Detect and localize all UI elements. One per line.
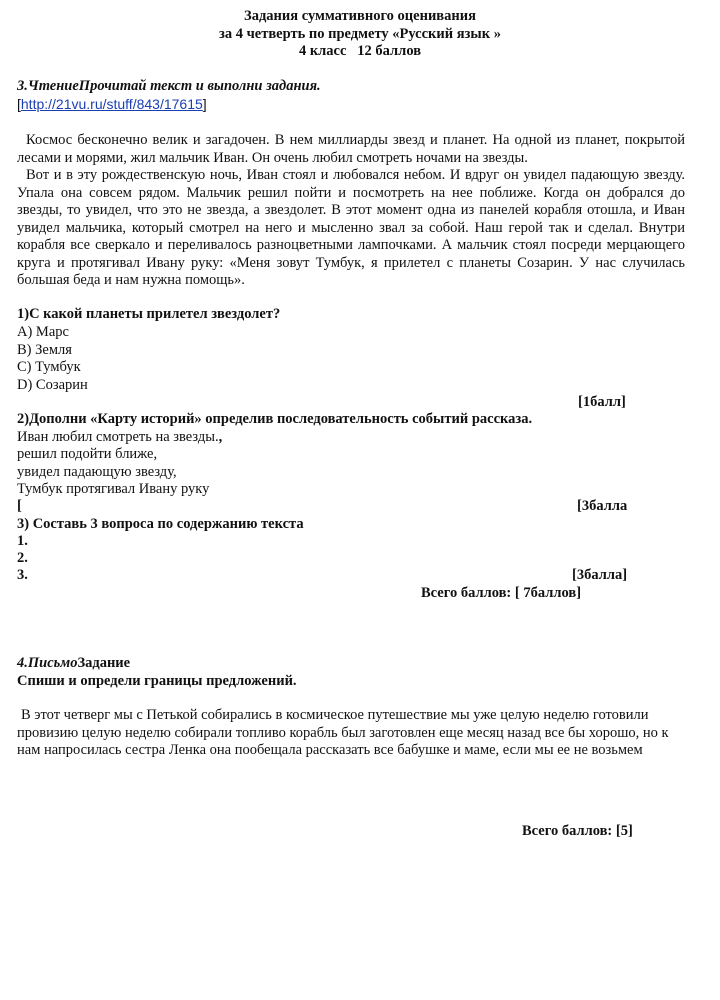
question-3-title: 3) Составь 3 вопроса по содержанию текста [17, 516, 304, 532]
worksheet-header [0, 8, 720, 61]
writing-instruction: Спиши и определи границы предложений. [17, 673, 297, 689]
question-1-option-b: В) Земля [17, 342, 72, 358]
reading-section-heading [17, 78, 321, 96]
reading-instruction: Прочитай текст и выполни задания. [78, 78, 321, 94]
question-2-bracket: [ [17, 498, 22, 514]
writing-section-heading [17, 655, 130, 673]
header-title: Задания суммативного оценивания [244, 8, 476, 24]
writing-paragraph: В этот четверг мы с Петькой собирались в космическое путешествие мы уже целую неделю готовили провизию целую неделю собирали топливо корабль был заготовлен еще месяц назад все бы хорошо, но к нам напросилась сестра Ленка она пообещала рассказать все бабушке и маме, если мы ее не возьмем [17, 707, 669, 758]
header-subject: за 4 четверть по предмету «Русский язык » [219, 25, 501, 42]
question-3-item-3: 3. [17, 567, 28, 583]
writing-section-name: Письмо [27, 655, 78, 671]
source-link-line: [http://21vu.ru/stuff/843/17615] [17, 96, 207, 112]
question-3-score: [3балла] [572, 567, 628, 583]
reading-paragraph-1: Космос бесконечно велик и загадочен. В нем миллиарды звезд и планет. На одной из планет, покрытой лесами и морями, жил мальчик Иван. Он очень любил смотреть ночами на звезды. [17, 132, 685, 166]
header-grade: 4 класс 12 баллов [298, 43, 422, 59]
question-3-item-1: 1. [17, 533, 28, 549]
reading-section-name: Чтение [27, 78, 79, 94]
writing-text [17, 707, 689, 760]
question-2-title: 2)Дополни «Карту историй» определив последовательность событий рассказа. [17, 411, 533, 427]
story-map-line-4: Тумбук протягивал Ивану руку [17, 481, 210, 497]
question-1-option-a: А) Марс [17, 324, 69, 340]
writing-task-label: Задание [77, 655, 131, 671]
reading-section-number: 3. [17, 78, 28, 94]
question-1-score: [1балл] [578, 394, 626, 410]
story-map-line-2: решил подойти ближе, [17, 446, 158, 462]
question-1-option-c: С) Тумбук [17, 359, 81, 375]
reading-text [17, 132, 685, 290]
source-link[interactable]: http://21vu.ru/stuff/843/17615 [20, 96, 203, 112]
writing-section-number: 4. [17, 655, 28, 671]
story-map-line-3: увидел падающую звезду, [17, 464, 177, 480]
reading-paragraph-2: Вот и в эту рождественскую ночь, Иван стоял и любовался небом. И вдруг он увидел падающую звезду. Упала она совсем рядом. Мальчик решил пойти и посмотреть на нее поближе. Когда он добрался до звезды, то увидел, что это не звезда, а звездолет. В этот момент одна из панелей корабля отошла, и Иван увидел мальчика, который смотрел на него и мысленно звал за собой. Наш герой так и сделал. Внутри корабля все сверкало и переливалось разноцветными лампочками. А мальчик стоял посреди мерцающего круга и протягивал Ивану руку: «Меня зовут Тумбук, я прилетел с планеты Созарин. У нас случилась большая беда и нам нужна помощь». [17, 167, 685, 288]
question-1-title: 1)С какой планеты прилетел звездолет? [17, 306, 281, 322]
writing-total-score: Всего баллов: [5] [522, 823, 633, 839]
question-1-option-d: D) Созарин [17, 377, 88, 393]
reading-total-score: Всего баллов: [ 7баллов] [421, 585, 582, 601]
story-map-line-1: Иван любил смотреть на звезды., [17, 429, 223, 445]
question-2-score: [3балла [577, 498, 628, 514]
question-3-item-2: 2. [17, 550, 28, 566]
